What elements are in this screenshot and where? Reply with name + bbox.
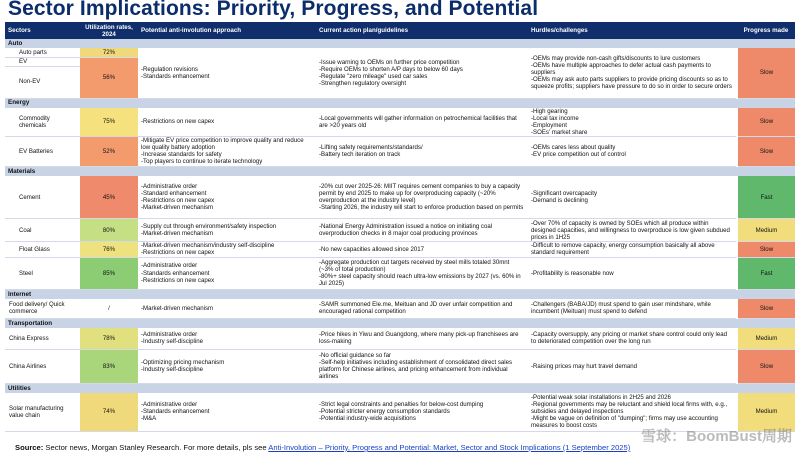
plan-cell: -20% cut over 2025-26: MIIT requires cement companies to buy a capacity permit by end 2025 to make up for overproducing capacity (~20% overproduction at the industry level) -Starting 2026, the industry will start to enforce production based on permits — [316, 176, 528, 219]
source-label: Source: — [15, 443, 44, 452]
plan-cell: -No official guidance so far -Self-help initiatives including establishment of consolidated direct sales platform for Chinese airlines, and pricing enhancement from individual airlines — [316, 349, 528, 383]
plan-cell: -National Energy Administration issued a notice on initiating coal overproduction checks in 8 major coal producing provinces — [316, 219, 528, 242]
hurdles-cell: -High gearing -Local tax income -Employment -SOEs' market share — [528, 108, 737, 137]
hurdles-cell: -Difficult to remove capacity, energy consumption basically all above standard requirement — [528, 242, 737, 257]
hurdles-cell: -OEMs cares less about quality -EV price competition out of control — [528, 136, 737, 166]
table-row — [5, 349, 795, 383]
approach-cell: -Mitigate EV price competition to improve quality and reduce low quality battery adoption -Increase standards for safety -Top players to continue to iterate technology — [138, 136, 316, 166]
hurdles-cell: -OEMs may provide non-cash gifts/discounts to lure customers -OEMs have multiple approaches to defer actual cash payments to suppliers -OEMs may ask auto parts suppliers to provide pricing discounts so as to squeeze profits; suppliers have pressure to do so in order to secure orders — [528, 48, 737, 98]
table-row — [5, 108, 795, 137]
plan-cell: -Strict legal constraints and penalties for below-cost dumping -Potential stricter energy consumption standards -Potential industry-wide acquisitions — [316, 393, 528, 432]
approach-cell: -Regulation revisions -Standards enhancement — [138, 48, 316, 98]
hurdles-cell: -Raising prices may hurt travel demand — [528, 349, 737, 383]
header-approach: Potential anti-involution approach — [138, 22, 316, 39]
plan-cell: -Issue warning to OEMs on further price competition -Require OEMs to shorten A/P days to below 60 days -Regulate "zero mileage" used car sales -Strengthen regulatory oversight — [316, 48, 528, 98]
section-auto: Auto — [5, 39, 795, 48]
hurdles-cell: -Profitability is reasonable now — [528, 257, 737, 289]
plan-cell: -No new capacities allowed since 2017 — [316, 242, 528, 257]
table-row — [5, 242, 795, 257]
approach-cell: -Market-driven mechanism/industry self-discipline -Restrictions on new capex — [138, 242, 316, 257]
progress-badge: Slow — [737, 242, 795, 257]
progress-badge: Medium — [737, 219, 795, 242]
sector-name: Coal — [5, 219, 80, 242]
approach-cell: -Administrative order -Standards enhancement -M&A — [138, 393, 316, 432]
hurdles-cell: -Over 70% of capacity is owned by SOEs which all produce within designed capacities, and willingness to overproduce is low given subdued prices in 1H25 — [528, 219, 737, 242]
plan-cell: -SAMR summoned Ele.me, Meituan and JD over unfair competition and encouraged rational competition — [316, 299, 528, 319]
progress-badge: Slow — [737, 136, 795, 166]
util-value: 76% — [80, 242, 138, 257]
sector-name: Steel — [5, 257, 80, 289]
sector-name: EV — [5, 57, 80, 66]
util-value: 78% — [80, 328, 138, 349]
section-energy: Energy — [5, 98, 795, 108]
table-row — [5, 219, 795, 242]
approach-cell: -Optimizing pricing mechanism -Industry self-discipline — [138, 349, 316, 383]
sector-name: Non-EV — [5, 66, 80, 98]
sector-name: Commodity chemicals — [5, 108, 80, 137]
util-value: 83% — [80, 349, 138, 383]
sector-name: China Express — [5, 328, 80, 349]
progress-badge: Slow — [737, 48, 795, 98]
section-materials: Materials — [5, 166, 795, 176]
approach-cell: -Restrictions on new capex — [138, 108, 316, 137]
approach-cell: -Administrative order -Standards enhancement -Restrictions on new capex — [138, 257, 316, 289]
page-title: Sector Implications: Priority, Progress, and Potential — [8, 0, 539, 20]
plan-cell: -Lifting safety requirements/standards/ -Battery tech iteration on track — [316, 136, 528, 166]
sector-name: Cement — [5, 176, 80, 219]
approach-cell: -Market-driven mechanism — [138, 299, 316, 319]
table-row — [5, 176, 795, 219]
sector-name: Auto parts — [5, 48, 80, 57]
sector-name: Float Glass — [5, 242, 80, 257]
watermark: 雪球：BoomBust周期 — [641, 428, 792, 445]
section-transportation: Transportation — [5, 319, 795, 329]
util-value: 72% — [80, 48, 138, 57]
util-value: 85% — [80, 257, 138, 289]
sector-name: EV Batteries — [5, 136, 80, 166]
approach-cell: -Administrative order -Standard enhancement -Restrictions on new capex -Market-driven mechanism — [138, 176, 316, 219]
source-text: Sector news, Morgan Stanley Research. For more details, pls see — [45, 443, 267, 452]
progress-badge: Medium — [737, 328, 795, 349]
sector-table — [5, 22, 795, 432]
table-row — [5, 299, 795, 319]
plan-cell: -Aggregate production cut targets received by steel mills totaled 30mnt (~3% of total production) -80%+ steel capacity should reach ultra-low emissions by 2027 (vs. 60% in Jul 2025) — [316, 257, 528, 289]
source-note — [15, 443, 630, 452]
header-sectors: Sectors — [5, 22, 80, 39]
section-internet: Internet — [5, 289, 795, 299]
approach-cell: -Administrative order -Industry self-discipline — [138, 328, 316, 349]
hurdles-cell: -Capacity oversupply, any pricing or market share control could only lead to deteriorated competition over the long run — [528, 328, 737, 349]
header-hurdles: Hurdles/challenges — [528, 22, 737, 39]
sector-name: Food delivery/ Quick commerce — [5, 299, 80, 319]
section-utilities: Utilities — [5, 383, 795, 393]
progress-badge: Fast — [737, 257, 795, 289]
util-value: 75% — [80, 108, 138, 137]
util-value: 56% — [80, 57, 138, 98]
progress-badge: Fast — [737, 176, 795, 219]
progress-badge: Slow — [737, 108, 795, 137]
plan-cell: -Local governments will gather information on petrochemical facilities that are >20 years old — [316, 108, 528, 137]
table-row — [5, 48, 795, 57]
util-value: 80% — [80, 219, 138, 242]
sector-name: China Airlines — [5, 349, 80, 383]
progress-badge: Slow — [737, 349, 795, 383]
table-row — [5, 136, 795, 166]
util-value: 74% — [80, 393, 138, 432]
util-value: / — [80, 299, 138, 319]
table-row — [5, 328, 795, 349]
header-plan: Current action plan/guidelines — [316, 22, 528, 39]
plan-cell: -Price hikes in Yiwu and Guangdong, where many pick-up franchisees are loss-making — [316, 328, 528, 349]
header-progress: Progress made — [737, 22, 795, 39]
hurdles-cell: -Significant overcapacity -Demand is declining — [528, 176, 737, 219]
sector-name: Solar manufacturing value chain — [5, 393, 80, 432]
table-header — [5, 22, 795, 39]
progress-badge: Slow — [737, 299, 795, 319]
progress-badge: Medium — [737, 393, 795, 432]
source-link[interactable]: Anti-Involution – Priority, Progress and Potential: Market, Sector and Stock Implications (1 September 2025) — [268, 443, 631, 452]
table-row — [5, 257, 795, 289]
hurdles-cell: -Potential weak solar installations in 2H25 and 2026 -Regional governments may be reluctant and shield local firms with, e.g., subsidies and delayed inspections -Might be vague on definition of "dumping"; firms may use accounting measures to boost costs — [528, 393, 737, 432]
util-value: 52% — [80, 136, 138, 166]
util-value: 45% — [80, 176, 138, 219]
hurdles-cell: -Challengers (BABA/JD) must spend to gain user mindshare, while incumbent (Meituan) must spend to defend — [528, 299, 737, 319]
header-util: Utilization rates, 2024 — [80, 22, 138, 39]
approach-cell: -Supply cut through environment/safety inspection -Market-driven mechanism — [138, 219, 316, 242]
